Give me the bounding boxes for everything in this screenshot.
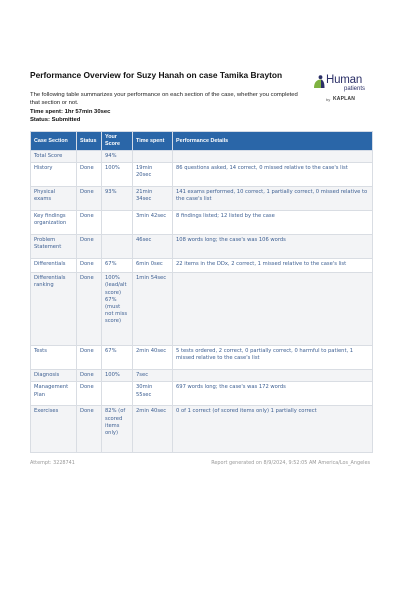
cell-score: 94% <box>102 151 133 163</box>
cell-status: Done <box>77 211 102 235</box>
cell-details: 22 items in the DDx, 2 correct, 1 missed relative to the case's list <box>173 259 373 273</box>
cell-time: 30min 55sec <box>133 382 173 406</box>
cell-time: 19min 20sec <box>133 163 173 187</box>
table-header-row <box>31 132 373 151</box>
cell-details: 86 questions asked, 14 correct, 0 missed relative to the case's list <box>173 163 373 187</box>
table-row <box>31 235 373 259</box>
cell-score <box>102 211 133 235</box>
attempt-id: Attempt: 3228741 <box>30 460 75 466</box>
cell-status: Done <box>77 346 102 370</box>
cell-status: Done <box>77 273 102 346</box>
cell-section: Differentials <box>31 259 77 273</box>
cell-section: Key findings organization <box>31 211 77 235</box>
cell-status: Done <box>77 370 102 382</box>
cell-status: Done <box>77 187 102 211</box>
report-generated: Report generated on 8/9/2024, 9:52:05 AM America/Los_Angeles <box>211 460 370 466</box>
column-header: Case Section <box>31 132 77 151</box>
page-title: Performance Overview for Suzy Hanah on case Tamika Brayton <box>30 70 283 80</box>
status-text: Status: Submitted <box>30 117 81 123</box>
cell-details: 697 words long; the case's was 172 words <box>173 382 373 406</box>
table-row <box>31 259 373 273</box>
cell-time: 46sec <box>133 235 173 259</box>
cell-time: 3min 42sec <box>133 211 173 235</box>
table-row <box>31 382 373 406</box>
logo-subbrand: patients <box>344 86 366 92</box>
cell-time: 2min 40sec <box>133 406 173 453</box>
cell-details: 5 tests ordered, 2 correct, 0 partially correct, 0 harmful to patient, 1 missed relative to the case's list <box>173 346 373 370</box>
table-row <box>31 211 373 235</box>
cell-details: 8 findings listed; 12 listed by the case <box>173 211 373 235</box>
cell-details: 0 of 1 correct (of scored items only) 1 partially correct <box>173 406 373 453</box>
cell-details: 141 exams performed, 10 correct, 1 partially correct, 0 missed relative to the case's list <box>173 187 373 211</box>
performance-table <box>30 131 373 453</box>
cell-score <box>102 235 133 259</box>
human-patients-logo <box>313 74 373 108</box>
cell-score: 100% (lead/alt score) 67% (must not miss score) <box>102 273 133 346</box>
table-row <box>31 163 373 187</box>
cell-details <box>173 151 373 163</box>
cell-details <box>173 273 373 346</box>
cell-time: 6min 0sec <box>133 259 173 273</box>
logo-by: by <box>326 97 331 102</box>
cell-section: History <box>31 163 77 187</box>
logo-partner: KAPLAN <box>333 96 356 102</box>
column-header: Performance Details <box>173 132 373 151</box>
logo-brand: Human <box>326 74 363 86</box>
cell-section: Problem Statement <box>31 235 77 259</box>
cell-section: Diagnosis <box>31 370 77 382</box>
cell-time: 1min 54sec <box>133 273 173 346</box>
column-header: Your Score <box>102 132 133 151</box>
table-row <box>31 370 373 382</box>
cell-time: 2min 40sec <box>133 346 173 370</box>
cell-score: 82% (of scored items only) <box>102 406 133 453</box>
cell-status: Done <box>77 235 102 259</box>
cell-status <box>77 151 102 163</box>
table-row <box>31 406 373 453</box>
human-figure-icon <box>313 75 325 89</box>
intro-text: The following table summarizes your performance on each section of the case, whether you completed that section or not. <box>30 92 298 106</box>
cell-section: Differentials ranking <box>31 273 77 346</box>
cell-status: Done <box>77 382 102 406</box>
cell-details: 108 words long; the case's was 106 words <box>173 235 373 259</box>
cell-section: Management Plan <box>31 382 77 406</box>
cell-status: Done <box>77 163 102 187</box>
cell-score: 67% <box>102 346 133 370</box>
table-row <box>31 273 373 346</box>
cell-details <box>173 370 373 382</box>
cell-section: Tests <box>31 346 77 370</box>
cell-score: 100% <box>102 163 133 187</box>
time-spent: Time spent: 1hr 57min 30sec <box>30 109 111 115</box>
cell-time: 21min 34sec <box>133 187 173 211</box>
cell-status: Done <box>77 406 102 453</box>
cell-time: 7sec <box>133 370 173 382</box>
column-header: Time spent <box>133 132 173 151</box>
cell-score: 67% <box>102 259 133 273</box>
cell-score: 93% <box>102 187 133 211</box>
table-row <box>31 346 373 370</box>
cell-section: Physical exams <box>31 187 77 211</box>
cell-section: Exercises <box>31 406 77 453</box>
cell-time <box>133 151 173 163</box>
table-row <box>31 187 373 211</box>
cell-score: 100% <box>102 370 133 382</box>
cell-score <box>102 382 133 406</box>
column-header: Status <box>77 132 102 151</box>
cell-status: Done <box>77 259 102 273</box>
cell-section: Total Score <box>31 151 77 163</box>
table-row <box>31 151 373 163</box>
